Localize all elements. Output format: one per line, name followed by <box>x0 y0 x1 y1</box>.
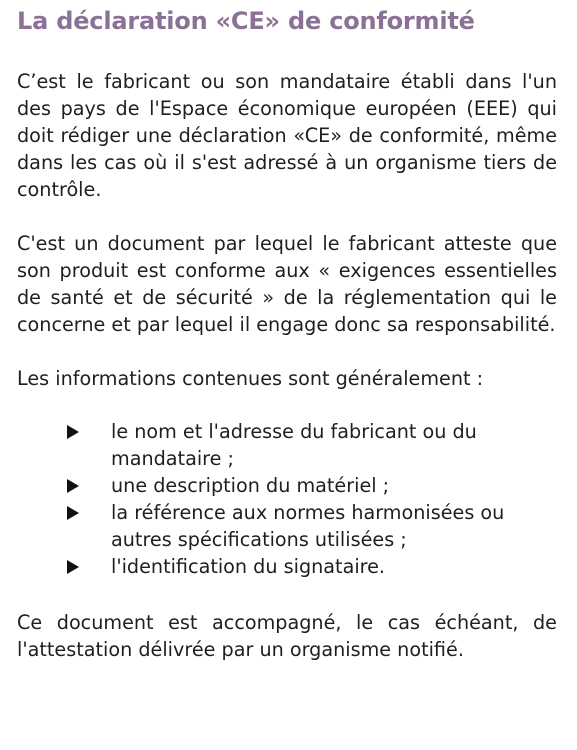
paragraph-fabricant: C’est le fabricant ou son mandataire établi dans l'un des pays de l'Espace économique européen (EEE) qui doit rédiger une déclaration «CE» de conformité, même dans les cas où il s'est adressé à un organisme tiers de contrôle. <box>17 70 557 201</box>
information-list <box>17 418 557 580</box>
list-item <box>67 553 557 580</box>
right-triangle-icon <box>67 560 79 574</box>
list-item <box>67 499 557 553</box>
list-item-text: le nom et l'adresse du fabricant ou du mandataire ; <box>111 420 477 470</box>
right-triangle-icon <box>67 506 79 520</box>
right-triangle-icon <box>67 425 79 439</box>
list-item-text: une description du matériel ; <box>111 474 390 497</box>
list-item-text: l'identification du signataire. <box>111 555 386 578</box>
paragraph-closing: Ce document est accompagné, le cas échéant, de l'attestation délivrée par un organisme notifié. <box>17 611 557 661</box>
document-title: La déclaration «CE» de conformité <box>17 7 475 35</box>
paragraph-informations: Les informations contenues sont généralement : <box>17 367 484 390</box>
list-item-text: la référence aux normes harmonisées ou autres spécifications utilisées ; <box>111 501 505 551</box>
list-item <box>67 418 557 472</box>
paragraph-document: C'est un document par lequel le fabricant atteste que son produit est conforme aux « exigences essentielles de santé et de sécurité » de la réglementation qui le concerne et par lequel il engage donc sa responsabilité. <box>17 232 557 336</box>
list-item <box>67 472 557 499</box>
right-triangle-icon <box>67 479 79 493</box>
